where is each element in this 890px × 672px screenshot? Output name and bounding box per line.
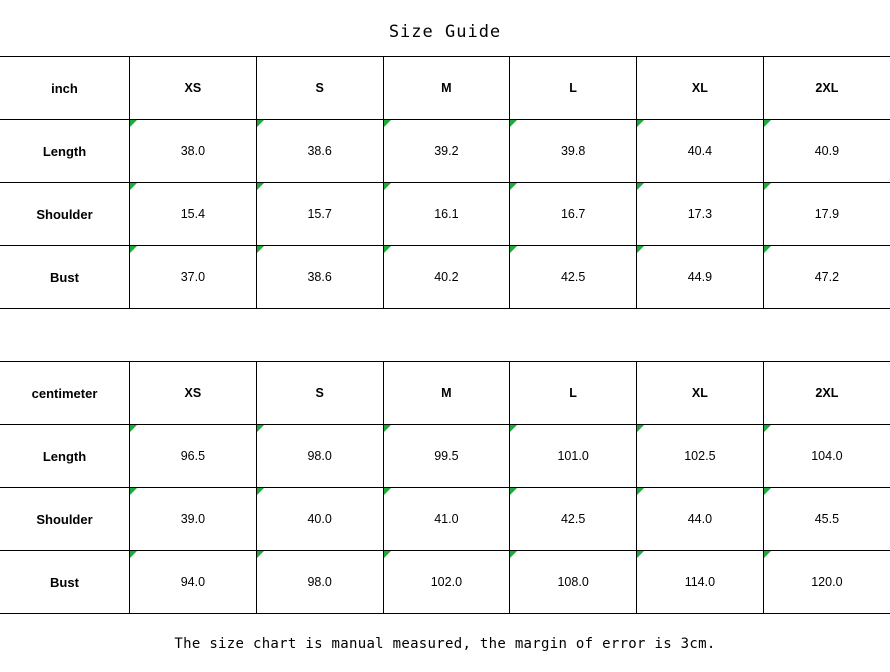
row-label-bust: Bust xyxy=(0,246,130,309)
table-row xyxy=(0,183,890,246)
cell-length-m: 39.2 xyxy=(383,120,510,183)
cell-length-m: 99.5 xyxy=(383,425,510,488)
cell-length-2xl: 40.9 xyxy=(763,120,890,183)
row-label-length: Length xyxy=(0,120,130,183)
cell-bust-2xl: 47.2 xyxy=(763,246,890,309)
unit-label-centimeter: centimeter xyxy=(0,362,130,425)
column-header-s: S xyxy=(256,362,383,425)
cell-bust-s: 98.0 xyxy=(256,551,383,614)
cell-length-2xl: 104.0 xyxy=(763,425,890,488)
table-header-row xyxy=(0,362,890,425)
cell-length-xs: 38.0 xyxy=(130,120,257,183)
cell-bust-m: 40.2 xyxy=(383,246,510,309)
cell-bust-m: 102.0 xyxy=(383,551,510,614)
row-label-shoulder: Shoulder xyxy=(0,488,130,551)
row-label-shoulder: Shoulder xyxy=(0,183,130,246)
cell-shoulder-xl: 17.3 xyxy=(637,183,764,246)
cell-shoulder-xl: 44.0 xyxy=(637,488,764,551)
column-header-xl: XL xyxy=(637,362,764,425)
cell-length-xl: 102.5 xyxy=(637,425,764,488)
cell-shoulder-2xl: 45.5 xyxy=(763,488,890,551)
column-header-m: M xyxy=(383,362,510,425)
column-header-l: L xyxy=(510,57,637,120)
column-header-m: M xyxy=(383,57,510,120)
cell-shoulder-s: 40.0 xyxy=(256,488,383,551)
table-spacer xyxy=(0,309,890,361)
cell-bust-2xl: 120.0 xyxy=(763,551,890,614)
cell-shoulder-m: 41.0 xyxy=(383,488,510,551)
cell-bust-xs: 94.0 xyxy=(130,551,257,614)
cell-length-xs: 96.5 xyxy=(130,425,257,488)
column-header-xs: XS xyxy=(130,362,257,425)
cell-length-l: 39.8 xyxy=(510,120,637,183)
cell-shoulder-s: 15.7 xyxy=(256,183,383,246)
row-label-length: Length xyxy=(0,425,130,488)
cell-bust-l: 108.0 xyxy=(510,551,637,614)
cell-bust-s: 38.6 xyxy=(256,246,383,309)
cell-shoulder-l: 42.5 xyxy=(510,488,637,551)
cell-bust-l: 42.5 xyxy=(510,246,637,309)
table-row xyxy=(0,120,890,183)
cell-length-xl: 40.4 xyxy=(637,120,764,183)
cell-length-l: 101.0 xyxy=(510,425,637,488)
measurement-note: The size chart is manual measured, the margin of error is 3cm. xyxy=(174,636,716,652)
cell-shoulder-xs: 39.0 xyxy=(130,488,257,551)
size-table-inch xyxy=(0,56,890,309)
table-row xyxy=(0,551,890,614)
cell-shoulder-xs: 15.4 xyxy=(130,183,257,246)
size-table-centimeter xyxy=(0,361,890,614)
cell-shoulder-2xl: 17.9 xyxy=(763,183,890,246)
unit-label-inch: inch xyxy=(0,57,130,120)
cell-shoulder-l: 16.7 xyxy=(510,183,637,246)
column-header-xl: XL xyxy=(637,57,764,120)
column-header-s: S xyxy=(256,57,383,120)
cell-length-s: 38.6 xyxy=(256,120,383,183)
cell-bust-xl: 44.9 xyxy=(637,246,764,309)
cell-bust-xl: 114.0 xyxy=(637,551,764,614)
column-header-2xl: 2XL xyxy=(763,362,890,425)
table-row xyxy=(0,488,890,551)
cell-length-s: 98.0 xyxy=(256,425,383,488)
row-label-bust: Bust xyxy=(0,551,130,614)
column-header-l: L xyxy=(510,362,637,425)
cell-shoulder-m: 16.1 xyxy=(383,183,510,246)
column-header-2xl: 2XL xyxy=(763,57,890,120)
table-header-row xyxy=(0,57,890,120)
table-row xyxy=(0,425,890,488)
page-title: Size Guide xyxy=(388,22,502,42)
column-header-xs: XS xyxy=(130,57,257,120)
table-row xyxy=(0,246,890,309)
cell-bust-xs: 37.0 xyxy=(130,246,257,309)
